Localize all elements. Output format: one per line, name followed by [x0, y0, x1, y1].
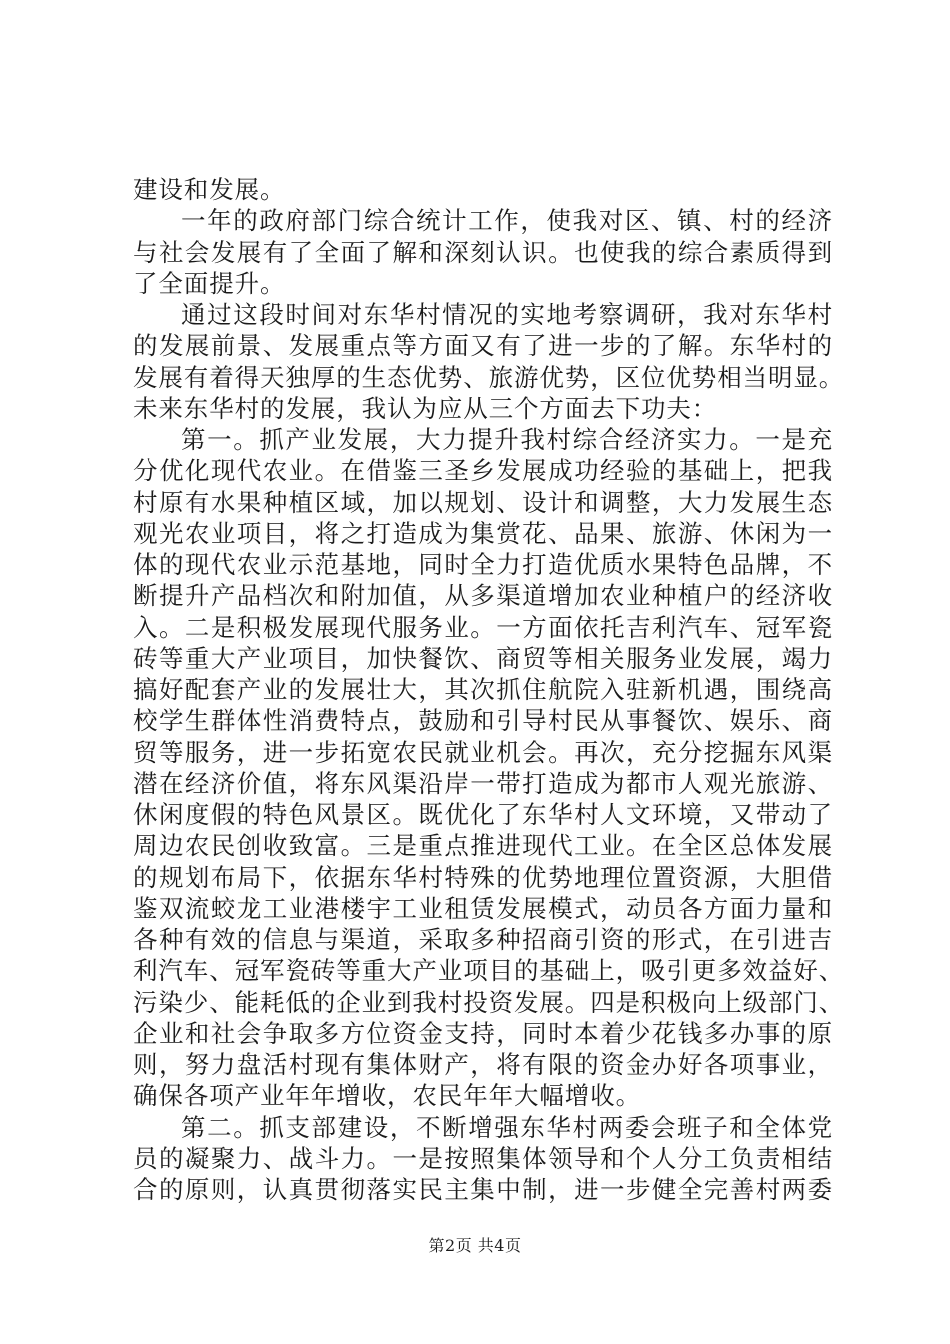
text-line: 企业和社会争取多方位资金支持，同时本着少花钱多办事的原	[133, 1018, 833, 1048]
text-line: 鉴双流蛟龙工业港楼宇工业租赁发展模式，动员各方面力量和	[133, 893, 833, 923]
text-line: 合的原则，认真贯彻落实民主集中制，进一步健全完善村两委	[133, 1175, 833, 1204]
text-line: 未来东华村的发展，我认为应从三个方面去下功夫：	[133, 393, 718, 423]
text-line: 周边农民创收致富。三是重点推进现代工业。在全区总体发展	[133, 831, 833, 861]
text-line: 砖等重大产业项目，加快餐饮、商贸等相关服务业发展，竭力	[133, 643, 833, 673]
text-line: 断提升产品档次和附加值，从多渠道增加农业种植户的经济收	[133, 581, 833, 611]
text-line: 通过这段时间对东华村情况的实地考察调研，我对东华村	[181, 300, 833, 329]
text-line: 校学生群体性消费特点，鼓励和引导村民从事餐饮、娱乐、商	[133, 706, 833, 736]
text-line: 第二。抓支部建设，不断增强东华村两委会班子和全体党	[181, 1112, 833, 1142]
text-line: 观光农业项目，将之打造成为集赏花、品果、旅游、休闲为一	[133, 518, 833, 548]
text-line: 员的凝聚力、战斗力。一是按照集体领导和个人分工负责相结	[133, 1143, 833, 1173]
text-line: 搞好配套产业的发展壮大，其次抓住航院入驻新机遇，围绕高	[133, 675, 833, 704]
text-line: 各种有效的信息与渠道，采取多种招商引资的形式，在引进吉	[133, 925, 833, 954]
text-line: 体的现代农业示范基地，同时全力打造优质水果特色品牌，不	[133, 550, 833, 579]
document-body	[133, 174, 845, 1205]
text-line: 污染少、能耗低的企业到我村投资发展。四是积极向上级部门、	[133, 987, 845, 1017]
text-line: 分优化现代农业。在借鉴三圣乡发展成功经验的基础上，把我	[133, 456, 833, 486]
text-line: 一年的政府部门综合统计工作，使我对区、镇、村的经济	[181, 206, 833, 236]
text-line: 则，努力盘活村现有集体财产，将有限的资金办好各项事业，	[133, 1050, 833, 1079]
text-line: 利汽车、冠军瓷砖等重大产业项目的基础上，吸引更多效益好、	[133, 956, 845, 986]
text-line: 休闲度假的特色风景区。既优化了东华村人文环境，又带动了	[133, 800, 833, 829]
text-line: 确保各项产业年年增收，农民年年大幅增收。	[133, 1081, 641, 1111]
text-line: 了全面提升。	[133, 268, 286, 298]
text-line: 村原有水果种植区域，加以规划、设计和调整，大力发展生态	[133, 487, 833, 517]
text-line: 第一。抓产业发展，大力提升我村综合经济实力。一是充	[181, 425, 833, 454]
text-line: 贸等服务，进一步拓宽农民就业机会。再次，充分挖掘东风渠	[133, 737, 833, 767]
text-line: 入。二是积极发展现代服务业。一方面依托吉利汽车、冠军瓷	[133, 612, 833, 642]
text-line: 建设和发展。	[133, 175, 286, 204]
text-line: 的发展前景、发展重点等方面又有了进一步的了解。东华村的	[133, 331, 833, 361]
page-number-footer: 第2页 共4页	[428, 1236, 522, 1255]
text-line: 发展有着得天独厚的生态优势、旅游优势，区位优势相当明显。	[133, 362, 845, 392]
text-line: 与社会发展有了全面了解和深刻认识。也使我的综合素质得到	[133, 237, 833, 267]
text-line: 潜在经济价值，将东风渠沿岸一带打造成为都市人观光旅游、	[133, 768, 833, 798]
text-line: 的规划布局下，依据东华村特殊的优势地理位置资源，大胆借	[133, 862, 833, 892]
